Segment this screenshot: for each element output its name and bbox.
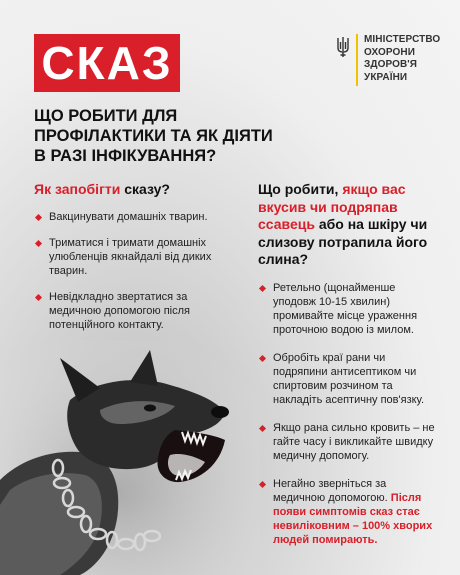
ministry-line: УКРАЇНИ	[364, 71, 408, 83]
subtitle-line: ПРОФІЛАКТИКИ ТА ЯК ДІЯТИ	[34, 127, 273, 145]
action-heading-part1: Що робити,	[258, 181, 343, 197]
bullet-icon	[35, 294, 42, 301]
bullet-icon	[259, 354, 266, 361]
prevention-heading-red: Як запобігти	[34, 181, 121, 197]
action-item	[258, 351, 438, 407]
action-item-text: Ретельно (щонайменше уподовж 10-15 хвилин) промивайте місце ураження проточною водою із милом.	[273, 281, 418, 336]
bullet-icon	[259, 424, 266, 431]
bullet-icon	[35, 214, 42, 221]
bullet-icon	[259, 284, 266, 291]
ministry-name	[364, 34, 440, 84]
snarling-dog-image	[0, 340, 260, 575]
prevention-heading-dark: сказу?	[120, 181, 170, 197]
subtitle-line: ЩО РОБИТИ ДЛЯ	[34, 107, 178, 125]
ministry-logo	[336, 34, 440, 86]
ministry-line: МІНІСТЕРСТВО	[364, 34, 441, 45]
ministry-accent-bar	[356, 34, 358, 86]
ministry-line: ЗДОРОВ'Я	[364, 59, 418, 70]
action-item	[258, 421, 438, 463]
ministry-line: ОХОРОНИ	[364, 46, 416, 58]
action-last-plain: Негайно зверніться за медичною допомогою.	[273, 477, 391, 504]
subtitle-line: В РАЗІ ІНФІКУВАННЯ?	[34, 147, 217, 165]
action-item-text: Якщо рана сильно кровить – не гайте часу і викликайте швидку медичну допомогу.	[273, 421, 435, 462]
poster-subtitle	[34, 106, 334, 166]
action-item-text: Обробіть краї рани чи подряпини антисептиком чи спиртовим розчином та накладіть асептичну пов'язку.	[273, 351, 424, 406]
action-section	[258, 181, 438, 561]
action-last-emphasis: Після появи симптомів сказ стає невиліковним – 100% хворих людей помирають.	[273, 491, 433, 546]
prevention-item-text: Вакцинувати домашніх тварин.	[49, 211, 208, 223]
poster-title: СКАЗ	[41, 37, 173, 89]
prevention-heading	[34, 180, 219, 198]
trident-icon	[336, 36, 350, 58]
prevention-item	[34, 290, 219, 332]
action-heading-red: якщо вас вкусив чи подряпав ссавець	[258, 181, 406, 232]
bullet-icon	[259, 480, 266, 487]
action-item-text	[273, 477, 438, 547]
prevention-item-text: Невідкладно звертатися за медичною допомогою після потенційного контакту.	[49, 291, 190, 331]
action-item	[258, 281, 438, 337]
bullet-icon	[35, 240, 42, 247]
prevention-item-text: Триматися і тримати домашніх улюбленців якнайдалі від диких тварин.	[49, 237, 212, 277]
action-item	[258, 477, 438, 547]
action-heading	[258, 181, 438, 269]
prevention-item	[34, 236, 219, 278]
prevention-section	[34, 180, 219, 344]
action-heading-part2: або на шкіру чи слизову потрапила його слина?	[258, 216, 428, 267]
prevention-item	[34, 210, 219, 224]
